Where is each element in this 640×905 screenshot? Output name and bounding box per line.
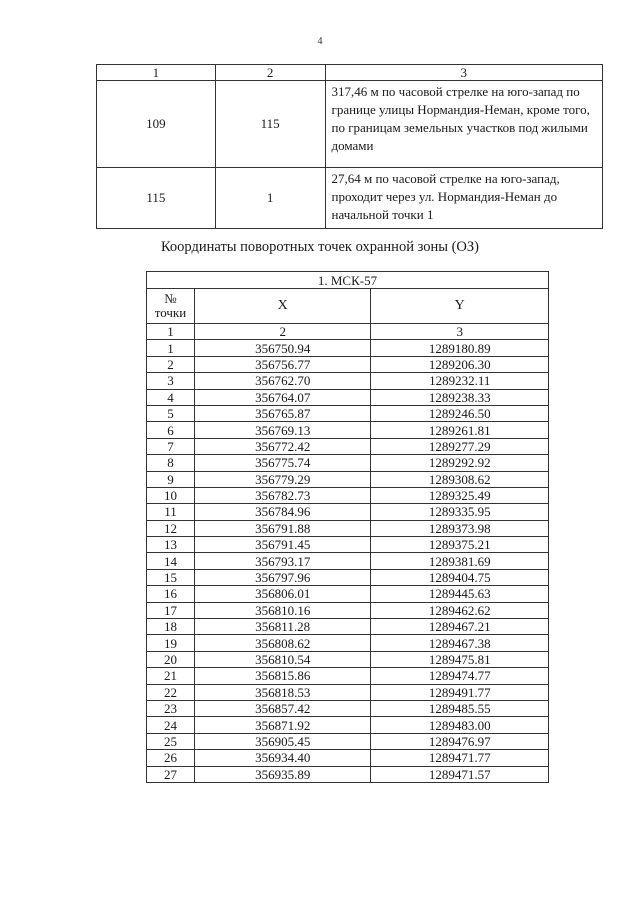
boundary-header-col-3: 3 xyxy=(325,65,603,81)
point-number-cell: 26 xyxy=(147,750,195,766)
point-number-cell: 16 xyxy=(147,586,195,602)
point-number-cell: 5 xyxy=(147,405,195,421)
page-number: 4 xyxy=(317,36,323,47)
y-coordinate-cell: 1289325.49 xyxy=(371,487,549,503)
table-row xyxy=(147,455,549,471)
point-number-cell: 21 xyxy=(147,668,195,684)
x-coordinate-cell: 356934.40 xyxy=(194,750,371,766)
y-coordinate-cell: 1289462.62 xyxy=(371,602,549,618)
point-number-cell: 8 xyxy=(147,455,195,471)
table-row xyxy=(147,569,549,585)
point-number-cell: 13 xyxy=(147,537,195,553)
table-row xyxy=(147,668,549,684)
point-number-cell: 6 xyxy=(147,422,195,438)
coordinate-system-label: 1. МСК-57 xyxy=(147,272,549,289)
point-number-cell: 20 xyxy=(147,651,195,667)
x-coordinate-cell: 356764.07 xyxy=(194,389,371,405)
boundary-to-point: 1 xyxy=(215,168,325,229)
point-number-cell: 4 xyxy=(147,389,195,405)
y-coordinate-cell: 1289467.21 xyxy=(371,619,549,635)
x-coordinate-cell: 356857.42 xyxy=(194,700,371,716)
table-row xyxy=(147,389,549,405)
point-number-cell: 9 xyxy=(147,471,195,487)
column-number-2: 2 xyxy=(194,324,371,340)
x-coordinate-cell: 356810.16 xyxy=(194,602,371,618)
column-numbers-row xyxy=(147,324,549,340)
table-row xyxy=(147,340,549,356)
section-title: Координаты поворотных точек охранной зоны (ОЗ) xyxy=(160,239,479,255)
boundary-header-col-2: 2 xyxy=(215,65,325,81)
boundary-table-header-row xyxy=(97,65,603,81)
table-row xyxy=(147,750,549,766)
x-coordinate-cell: 356806.01 xyxy=(194,586,371,602)
y-coordinate-cell: 1289277.29 xyxy=(371,438,549,454)
x-coordinate-cell: 356782.73 xyxy=(194,487,371,503)
table-row xyxy=(147,602,549,618)
table-row xyxy=(147,405,549,421)
x-coordinate-cell: 356772.42 xyxy=(194,438,371,454)
y-coordinate-cell: 1289471.77 xyxy=(371,750,549,766)
y-coordinate-cell: 1289206.30 xyxy=(371,356,549,372)
y-coordinate-cell: 1289232.11 xyxy=(371,373,549,389)
table-row xyxy=(147,619,549,635)
point-number-cell: 18 xyxy=(147,619,195,635)
point-number-cell: 22 xyxy=(147,684,195,700)
x-coordinate-cell: 356756.77 xyxy=(194,356,371,372)
point-number-cell: 24 xyxy=(147,717,195,733)
point-number-cell: 1 xyxy=(147,340,195,356)
x-coordinate-cell: 356808.62 xyxy=(194,635,371,651)
x-coordinate-cell: 356791.88 xyxy=(194,520,371,536)
x-coordinate-cell: 356779.29 xyxy=(194,471,371,487)
table-row xyxy=(147,373,549,389)
y-coordinate-cell: 1289381.69 xyxy=(371,553,549,569)
point-number-cell: 2 xyxy=(147,356,195,372)
point-number-cell: 15 xyxy=(147,569,195,585)
table-row xyxy=(147,733,549,749)
y-coordinate-cell: 1289476.97 xyxy=(371,733,549,749)
table-row xyxy=(147,717,549,733)
point-number-cell: 25 xyxy=(147,733,195,749)
coordinates-header-row xyxy=(147,289,549,324)
boundary-from-point: 109 xyxy=(97,81,216,168)
y-coordinate-cell: 1289246.50 xyxy=(371,405,549,421)
x-coordinate-cell: 356769.13 xyxy=(194,422,371,438)
x-coordinate-cell: 356762.70 xyxy=(194,373,371,389)
x-coordinate-cell: 356811.28 xyxy=(194,619,371,635)
table-row xyxy=(147,553,549,569)
table-row xyxy=(147,684,549,700)
x-coordinate-cell: 356935.89 xyxy=(194,766,371,782)
table-row xyxy=(97,168,603,229)
point-number-cell: 12 xyxy=(147,520,195,536)
table-row xyxy=(147,537,549,553)
x-coordinate-cell: 356793.17 xyxy=(194,553,371,569)
y-coordinate-cell: 1289483.00 xyxy=(371,717,549,733)
table-row xyxy=(147,520,549,536)
table-row xyxy=(97,81,603,168)
y-coordinate-cell: 1289180.89 xyxy=(371,340,549,356)
x-header: X xyxy=(194,289,371,324)
y-coordinate-cell: 1289467.38 xyxy=(371,635,549,651)
column-number-1: 1 xyxy=(147,324,195,340)
x-coordinate-cell: 356905.45 xyxy=(194,733,371,749)
y-coordinate-cell: 1289375.21 xyxy=(371,537,549,553)
x-coordinate-cell: 356818.53 xyxy=(194,684,371,700)
point-number-cell: 11 xyxy=(147,504,195,520)
point-number-cell: 23 xyxy=(147,700,195,716)
y-coordinate-cell: 1289292.92 xyxy=(371,455,549,471)
y-coordinate-cell: 1289261.81 xyxy=(371,422,549,438)
y-coordinate-cell: 1289491.77 xyxy=(371,684,549,700)
point-number-cell: 10 xyxy=(147,487,195,503)
point-number-cell: 14 xyxy=(147,553,195,569)
y-coordinate-cell: 1289485.55 xyxy=(371,700,549,716)
boundary-description: 317,46 м по часовой стрелке на юго-запад по границе улицы Нормандия-Неман, кроме того, по границам земельных участков под жилыми домами xyxy=(325,81,603,168)
boundary-header-col-1: 1 xyxy=(97,65,216,81)
y-header: Y xyxy=(371,289,549,324)
y-coordinate-cell: 1289471.57 xyxy=(371,766,549,782)
y-coordinate-cell: 1289373.98 xyxy=(371,520,549,536)
y-coordinate-cell: 1289475.81 xyxy=(371,651,549,667)
x-coordinate-cell: 356750.94 xyxy=(194,340,371,356)
column-number-3: 3 xyxy=(371,324,549,340)
table-row xyxy=(147,586,549,602)
point-number-cell: 19 xyxy=(147,635,195,651)
y-coordinate-cell: 1289238.33 xyxy=(371,389,549,405)
x-coordinate-cell: 356775.74 xyxy=(194,455,371,471)
table-row xyxy=(147,651,549,667)
y-coordinate-cell: 1289474.77 xyxy=(371,668,549,684)
y-coordinate-cell: 1289404.75 xyxy=(371,569,549,585)
x-coordinate-cell: 356815.86 xyxy=(194,668,371,684)
coordinate-system-row xyxy=(147,272,549,289)
boundary-description: 27,64 м по часовой стрелке на юго-запад, проходит через ул. Нормандия-Неман до начальной точки 1 xyxy=(325,168,603,229)
table-row xyxy=(147,504,549,520)
table-row xyxy=(147,471,549,487)
y-coordinate-cell: 1289335.95 xyxy=(371,504,549,520)
x-coordinate-cell: 356797.96 xyxy=(194,569,371,585)
x-coordinate-cell: 356765.87 xyxy=(194,405,371,421)
point-number-cell: 27 xyxy=(147,766,195,782)
table-row xyxy=(147,635,549,651)
table-row xyxy=(147,438,549,454)
boundary-description-table xyxy=(96,64,603,229)
x-coordinate-cell: 356810.54 xyxy=(194,651,371,667)
point-number-cell: 17 xyxy=(147,602,195,618)
boundary-from-point: 115 xyxy=(97,168,216,229)
table-row xyxy=(147,422,549,438)
coordinates-table xyxy=(146,271,549,783)
x-coordinate-cell: 356871.92 xyxy=(194,717,371,733)
point-number-cell: 7 xyxy=(147,438,195,454)
point-number-cell: 3 xyxy=(147,373,195,389)
table-row xyxy=(147,487,549,503)
table-row xyxy=(147,356,549,372)
x-coordinate-cell: 356791.45 xyxy=(194,537,371,553)
boundary-to-point: 115 xyxy=(215,81,325,168)
y-coordinate-cell: 1289445.63 xyxy=(371,586,549,602)
table-row xyxy=(147,766,549,782)
table-row xyxy=(147,700,549,716)
y-coordinate-cell: 1289308.62 xyxy=(371,471,549,487)
x-coordinate-cell: 356784.96 xyxy=(194,504,371,520)
point-number-header: № точки xyxy=(147,289,195,324)
